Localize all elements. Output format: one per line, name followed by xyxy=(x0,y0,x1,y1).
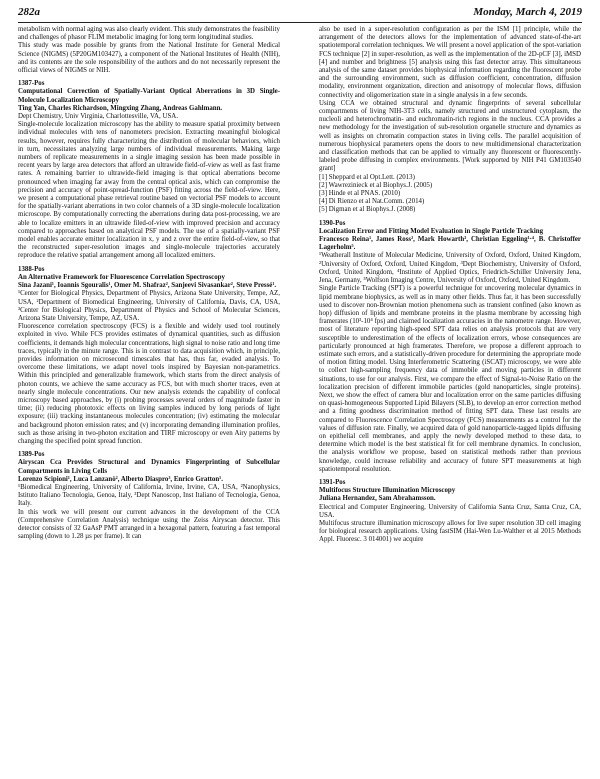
continuation-text: metabolism with normal aging was also clearly evident. This study demonstrates the feasibility and challenges of phasor FLIM metabolic imaging for long term longitudinal studies. xyxy=(18,26,280,42)
issue-date: Monday, March 4, 2019 xyxy=(473,6,582,18)
abstract-body: Fluorescence correlation spectroscopy (FCS) is a flexible and widely used tool routinely exploited in vivo. While FCS provides estimates of dynamical quantities, such as diffusion coefficients, it demands high molecular concentrations, high signal to noise ratio and long time traces, typically in the minute range. This is in contrast to data acquisition which, in principle, provides information on microsecond timescales that has, thus far, evaded analysis. To overcome these limitations, we adapt novel tools inspired by Bayesian non-parametrics. Within this principled and generalizable framework, which starts from the direct analysis of photon counts, we achieve the same accuracy as FCS, but with much shorter traces, even at nearly single molecule concentrations. Our new analysis extends the capability of confocal microscopy based approaches, by (i) probing processes several orders of magnitude faster in time; (ii) reducing phototoxic effects on living samples induced by long periods of light exposure; (iii) tracking instantaneous molecules concentration; (iv) estimating the molecular and background photon emission rates; and (v) incorporating demanding illumination profiles, such as those arising in two-photon excitation and TIRF microscopy or even Airy patterns by changing the specified point spread function. xyxy=(18,323,280,445)
abstract-1388 xyxy=(18,266,280,446)
continuation-text: also be used in a super-resolution configuration as per the ISM [1] principle, while the arrangement of the detectors allows for the implementation of advanced state-of-the-art spatiotemporal correlation techniques. We will present a novel application of the spot-variation FCS technique [2] in super-resolution, as well as the implementation of the 2D-pCF [3], iMSD [4] and number and brightness [5] analysis using this fast detector array. This simultaneous analysis of the same dataset provides biophysical information regarding the fluorescent probe and the surrounding environment, such as diffusion coefficient, concentration, diffusion modality, environment organization, direction and anisotropy of molecular flows, diffusion connectivity and oligomerization state in a single analysis in a few seconds. xyxy=(319,26,581,99)
abstract-title: An Alternative Framework for Fluorescence Correlation Spectroscopy xyxy=(18,273,225,281)
abstract-title: Computational Correction of Spatially-Variant Optical Aberrations in 3D Single-Molecule Localization Microscopy xyxy=(18,88,280,104)
funding-text: This study was made possible by grants from the National Institute for General Medical Science (NIGMS) (5P20GM103427), a component of the National Institutes of Health (NIH), and its contents are the sole responsibility of the authors and do not necessarily represent the official views of NIGMS or NIH. xyxy=(18,42,280,75)
abstract-authors: Ting Yan, Charles Richardson, Mingxing Zhang, Andreas Gahlmann. xyxy=(18,104,223,112)
abstract-affiliation: ¹Weatherall Institute of Molecular Medicine, University of Oxford, Oxford, United Kingdom, ²University of Oxford, Oxford, United Kingdom, ³Dept Biochemistry, University of Oxford, Oxford, United Kingdom, ⁴Institute of Applied Optics, Friedrich-Schiller University Jena, Jena, Germany, ⁵Wolfson Imaging Centre, University of Oxford, Oxford, United Kingdom. xyxy=(319,252,581,285)
abstract-1387 xyxy=(18,80,280,260)
abstract-body: Single-molecule localization microscopy has the ability to measure spatial proximity between individual molecules with tens of nanometers precision. Extracting meaningful biological results, however, requires fully characterizing the distribution of molecular behaviors, which in turn, necessitates analyzing large numbers of individual measurements. Making large numbers of replicate measurements in a single imaging session has been made possible in recent years by large area detectors that afford an ultrawide field-of-view as well as fast frame rates. A remaining barrier to ultrawide-field imaging is that optical aberrations become pronounced when imaging far away from the central optical axis, which can compromise the precision and accuracy of point-spread-function (PSF) fitting across the field-of-view. Here, we present a computational phase retrieval routine based on vectorial PSF models to account for the spatially-variant aberrations in two color channels of a 3D single-molecule localization microscope. By computationally correcting the aberrations during data post-processing, we are able to localize emitters in an ultrawide filed-of-view with improved precision and accuracy compared to approaches based on analytical PSF models. The use of a spatially-variant PSF model enables accurate emitter localization in x, y and z over the entire field-of-view, so that the reconstructed super-resolution images and single-molecule trajectories accurately reproduce the relative spatial arrangement among all localized emitters. xyxy=(18,121,280,260)
reference-item: [4] Di Rienzo et al Nat.Comm. (2014) xyxy=(319,198,425,206)
right-column xyxy=(319,26,581,545)
abstract-affiliation: Dept Chemistry, Univ Virginia, Charlottesville, VA, USA. xyxy=(18,113,178,121)
reference-item: [2] Wawrezinieck et al Biophys.J. (2005) xyxy=(319,181,433,189)
abstract-body: Single Particle Tracking (SPT) is a powerful technique for uncovering molecular dynamics in lipid membrane biophysics, as well as in many other fields. Thus far, it has been successfully used to discover non-Brownian motion phenomena such as transient confined (also known as hop) diffusion of lipids and membrane proteins in the plasma membrane by accessing high framerates (10³-10⁴ fps) and claimed localization accuracies in the nanometre range. However, most of literature reporting high-speed SPT data relies on analysis protocols that are very susceptible to underestimation of the effects of localization errors, whose consequences are particularly pronounced at high framerates. Therefore, we propose a different approach to estimate such errors, and a statistically-driven procedure for determining the appropriate mode of motion fitting model. Using Interferometric Scattering (iSCAT) microscopy, we were able to collect high-sampling frequency data of immobile and moving particles in different situations, to use for our analysis. First, we compare the effect of Signal-to-Noise Ratio on the localization precision of different immobile particles (gold nanoparticles, single proteins). Next, we show the effect of camera blur and localization error on the same particles diffusing on quasi-homogeneous Supported Lipid Bilayers (SLB), to develop an error correction method and a fitting goodness discrimination method of fitting SPT data. These last results are compared to Fluorescence Correlation Spectroscopy (FCS) measurements as a control for the values of diffusion rate. Finally, we acquired data of gold nanoparticle-tagged lipids diffusing on epithelial cell membranes, and apply the newly developed method to these data, to determine which model is the best statistical fit for cell membrane dynamics. In conclusion, the analysis workflow we propose, based on statistical methods rather than previous knowledge, could increase reliability and accuracy of future SPT measurements at high spatiotemporal resolution. xyxy=(319,285,581,473)
abstract-authors: Lorenzo Scipioni¹, Luca Lanzanò², Alberto Diaspro³, Enrico Gratton¹. xyxy=(18,475,223,483)
abstract-1390 xyxy=(319,220,581,474)
abstract-affiliation: ¹Center for Biological Physics, Department of Physics, Arizona State University, Tempe, AZ, USA, ²Department of Biomedical Engineering, University of California, Davis, CA, USA, ³Center for Biological Physics, Department of Physics and School of Molecular Sciences, Arizona State University, Tempe, AZ, USA. xyxy=(18,290,280,322)
page-header xyxy=(18,6,582,23)
abstract-id: 1390-Pos xyxy=(319,219,346,227)
abstract-affiliation: ¹Biomedical Engineering, University of California, Irvine, Irvine, CA, USA, ²Nanophysics, Istituto Italiano Tecnologia, Genoa, Italy, ³Dept Nanoscop, Inst Italiano of Tecnologia, Genoa, Italy. xyxy=(18,483,280,508)
continuation-text-2: Using CCA we obtained structural and dynamic fingerprints of several subcellular compartments of living NIH-3T3 cells, namely structured and unstructured cytoplasm, the nucleoli and heterochromatin- and euchromatin-rich regions in the nucleus. CCA provides a new methodology for the investigation of sub-resolution organelle structure and dynamics as well as insights on chromatin compaction states in living cells. The parallel acquisition of numerous biophysical parameters opens the doors to new multidimensional characterization and classification methods that can be applied to virtually any fluorescent or fluorescently-labeled probe diffusing in complex environments. [Work supported by NIH P41 GM103540 grant] xyxy=(319,99,581,173)
abstract-authors: Sina Jazani¹, Ioannis Sgouralis¹, Omer M. Shafraz², Sanjeevi Sivasankar², Steve Pressé¹. xyxy=(18,282,277,290)
abstract-id: 1389-Pos xyxy=(18,451,45,459)
abstract-id: 1387-Pos xyxy=(18,80,45,88)
reference-item: [3] Hinde et al PNAS. (2010) xyxy=(319,190,401,198)
abstract-id: 1388-Pos xyxy=(18,265,45,273)
abstract-title: Localization Error and Fitting Model Evaluation in Single Particle Tracking xyxy=(319,227,544,235)
abstract-body: Multifocus structure illumination microscopy allows for live super resolution 3D cell imaging for biological research applications. Using fastSIM (Hai-Wen Lu-Walther et al 2015 Methods Appl. Fluoresc. 3 014001) we acquire xyxy=(319,519,581,544)
abstract-id: 1391-Pos xyxy=(319,478,346,486)
abstract-authors: Juliana Hernandez, Sam Abrahamsson. xyxy=(319,495,436,503)
left-column xyxy=(18,26,280,541)
abstract-title: Airyscan Cca Provides Structural and Dynamics Fingerprinting of Subcellular Compartments in Living Cells xyxy=(18,459,280,475)
reference-list xyxy=(319,174,581,215)
abstract-affiliation: Electrical and Computer Engineering, University of California Santa Cruz, Santa Cruz, CA, USA. xyxy=(319,503,581,519)
abstract-title: Multifocus Structure Illumination Microscopy xyxy=(319,487,456,495)
page-number: 282a xyxy=(18,6,40,18)
abstract-1389 xyxy=(18,451,280,541)
abstract-1391 xyxy=(319,479,581,545)
abstract-authors: Francesco Reina¹, James Ross², Mark Howarth³, Christian Eggeling¹·⁴, B. Christoffer Lagerholm⁵. xyxy=(319,236,581,252)
reference-item: [5] Digman et al Biophys.J. (2008) xyxy=(319,206,416,214)
abstract-body: In this work we will present our current advances in the development of the CCA (Comprehensive Correlation Analysis) technique using the Zeiss Airyscan detector. This detector consists of 32 GaAsP PMT arranged in a hexagonal pattern, featuring a fast temporal sampling (down to 1.28 µs per frame). It can xyxy=(18,508,280,541)
reference-item: [1] Sheppard et al Opt.Lett. (2013) xyxy=(319,173,415,181)
